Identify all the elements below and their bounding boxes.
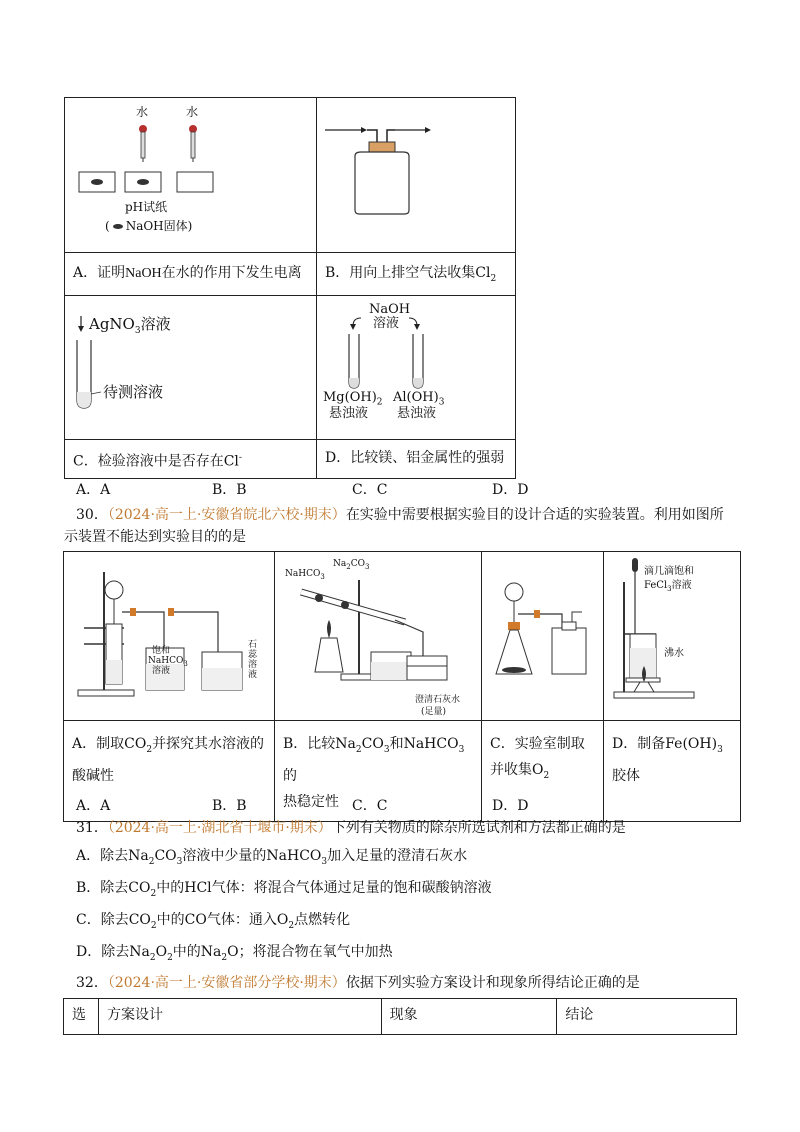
q32-header-conclusion: 结论 (557, 999, 737, 1035)
boiling-water-label: 沸水 (664, 648, 684, 659)
q31-source: （2024·高一上·湖北省十堰市·期末） (107, 820, 332, 836)
q29-a-caption: A．证明NaOH在水的作用下发生电离 (65, 253, 317, 296)
q30-d-figure-cell (604, 552, 741, 721)
q29-option-a[interactable]: A．A (76, 482, 111, 498)
q31-number: 31． (76, 820, 108, 836)
q32-number: 32． (76, 975, 108, 991)
gas-collection-bottle (317, 98, 515, 252)
d-fecl3-label: FeCl$_3$溶液 (644, 580, 692, 593)
q29-d-caption: D．比较镁、铝金属性的强弱 (317, 440, 516, 479)
q29-b-figure-cell (317, 98, 516, 253)
q30-a-caption: A．制取$CO_2$并探究其水溶液的 酸碱性 (64, 721, 275, 822)
ph-paper-label: pH试纸 (125, 200, 168, 214)
litmus-label: 石蕊溶液 (248, 640, 258, 680)
co2-generator-apparatus (64, 552, 274, 720)
naoh-solution-label: 溶液 (373, 316, 400, 331)
d-fecl3-drops-label: 滴几滴饱和 (644, 566, 694, 577)
q32-header-phenomenon: 现象 (381, 999, 557, 1035)
q31-option-b[interactable]: B．除去$CO_2$中的HCl气体：将混合气体通过足量的饱和碳酸钠溶液 (76, 880, 492, 899)
saturated-label: 饱和 (152, 646, 171, 656)
q29-d-figure-cell (317, 296, 516, 440)
q29-c-figure-cell (65, 296, 317, 440)
q29-b-caption: B．用向上排空气法收集$Cl_2$ (317, 253, 516, 296)
q30-option-a[interactable]: A．A (76, 798, 111, 814)
q30-b-caption: B．比较$Na_2CO_3$和NaHCO$_3$的 热稳定性 (275, 721, 482, 822)
q30-table (63, 551, 741, 822)
q29-option-d[interactable]: D．D (492, 482, 529, 498)
q30-stem: 30．（2024·高一上·安徽省皖北六校·期末）在实验中需要根据实验目的设计合适的实验装置。利用如图所 (76, 507, 724, 523)
q32-table (63, 998, 737, 1035)
q32-source: （2024·高一上·安徽省部分学校·期末） (107, 975, 346, 991)
solid-symbol-icon (113, 224, 123, 229)
q30-number: 30． (76, 507, 108, 523)
b-na2co3-label: $Na_2CO_3$ (333, 559, 370, 571)
water-label-2: 水 (186, 105, 199, 119)
q31-option-c[interactable]: C．除去$CO_2$中的CO气体：通入$O_2$点燃转化 (76, 912, 351, 931)
q30-option-c[interactable]: C．C (352, 798, 388, 814)
mg-suspension-label: 悬浊液 (329, 406, 369, 421)
q30-source: （2024·高一上·安徽省皖北六校·期末） (107, 507, 346, 523)
q32-header-option: 选 (64, 999, 99, 1035)
q30-c-caption: C．实验室制取 并收集$O_2$ (482, 721, 604, 822)
agno3-label: AgNO$_3$溶液 (89, 315, 171, 336)
q32-header-design: 方案设计 (98, 999, 381, 1035)
q29-a-figure-cell (65, 98, 317, 253)
mg-oh-label: $Mg(OH)_2$ (323, 390, 383, 408)
q32-stem: 32．（2024·高一上·安徽省部分学校·期末）依据下列实验方案设计和现象所得结论正确的是 (76, 975, 640, 991)
water-label-1: 水 (136, 105, 149, 119)
q31-option-d[interactable]: D．除去$Na_2O_2$中的$Na_2O$；将混合物在氧气中加热 (76, 944, 393, 963)
oxygen-generator-apparatus (482, 552, 603, 720)
q30-stem-line2: 示装置不能达到实验目的的是 (64, 529, 246, 545)
naoh-solid-label: ( NaOH固体) (105, 219, 193, 233)
q30-d-caption: D．制备$Fe(OH)_3$ 胶体 (604, 721, 741, 822)
al-suspension-label: 悬浊液 (397, 406, 437, 421)
q30-option-b[interactable]: B．B (212, 798, 247, 814)
sample-solution-label: 待测溶液 (103, 383, 164, 401)
q30-b-figure-cell (275, 552, 482, 721)
nahco3-label: NaHCO$_3$ (148, 656, 188, 668)
limewater-excess-label: (足量) (421, 707, 447, 717)
q30-option-d[interactable]: D．D (492, 798, 529, 814)
q30-c-figure-cell (482, 552, 604, 721)
q30-a-figure-cell (64, 552, 275, 721)
naoh-label: NaOH (369, 302, 411, 317)
q31-stem: 31．（2024·高一上·湖北省十堰市·期末）下列有关物质的除杂所选试剂和方法都正确的是 (76, 820, 626, 836)
solution-label: 溶液 (152, 666, 171, 676)
b-nahco3-label: NaHCO$_3$ (285, 569, 325, 581)
limewater-label: 澄清石灰水 (415, 695, 461, 705)
al-oh-label: $Al(OH)_3$ (393, 390, 445, 408)
q29-option-c[interactable]: C．C (352, 482, 388, 498)
q29-c-caption: C．检验溶液中是否存在Cl- (65, 440, 317, 479)
q29-table (64, 97, 516, 479)
q31-option-a[interactable]: A．除去$Na_2CO_3$溶液中少量的NaHCO$_3$加入足量的澄清石灰水 (76, 848, 468, 867)
q29-option-b[interactable]: B．B (212, 482, 247, 498)
